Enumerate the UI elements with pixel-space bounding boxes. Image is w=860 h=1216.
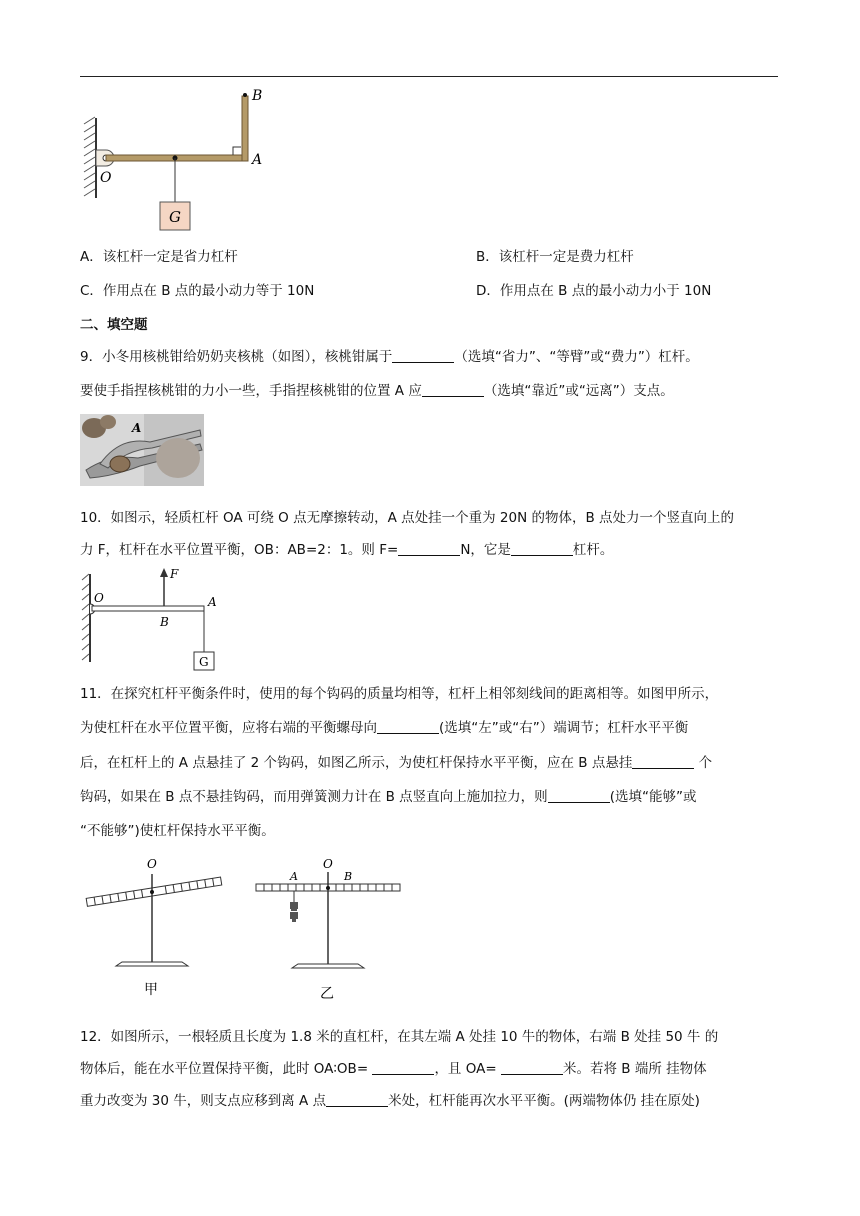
q11-line-3 — [80, 753, 712, 773]
q10-text-2b: N，它是 — [460, 542, 511, 558]
q9-blank-1[interactable] — [392, 348, 454, 363]
q9-text-1a: 9．小冬用核桃钳给奶奶夹核桃（如图），核桃钳属于 — [80, 349, 393, 365]
q9-line-1 — [80, 347, 699, 367]
q12-line-1: 12．如图所示，一根轻质且长度为 1.8 米的直杠杆，在其左端 A 处挂 10 牛的物体，右端 B 处挂 50 牛 的 — [80, 1029, 719, 1045]
q11-line-5: “不能够”)使杠杆保持水平平衡。 — [80, 823, 275, 839]
q8-option-b: B．该杠杆一定是费力杠杆 — [476, 249, 634, 265]
q11-blank-3[interactable] — [548, 788, 610, 803]
q12-text-2c: 米。若将 B 端所 挂物体 — [562, 1061, 707, 1077]
q11-line-2 — [80, 718, 688, 738]
q11-yi-B: B — [344, 870, 353, 883]
q11-blank-1[interactable] — [377, 719, 439, 734]
q10-fig-O: O — [94, 591, 104, 605]
q11-yi-caption: 乙 — [320, 986, 334, 1000]
q8-option-c: C．作用点在 B 点的最小动力等于 10N — [80, 283, 315, 299]
q11-yi-O: O — [323, 857, 333, 871]
q11-text-4b: (选填“能够”或 — [609, 789, 697, 805]
q9-blank-2[interactable] — [422, 382, 484, 397]
q10-fig-B: B — [160, 615, 169, 629]
q11-text-4a: 钩码，如果在 B 点不悬挂钩码，而用弹簧测力计在 B 点竖直向上施加拉力，则 — [80, 789, 548, 805]
q12-line-2 — [80, 1059, 707, 1079]
q9-text-2b: （选填“靠近”或“远离”）支点。 — [483, 383, 674, 399]
q12-blank-1[interactable] — [372, 1060, 434, 1075]
q9-photo-label-A: A — [132, 421, 142, 435]
q11-text-2a: 为使杠杆在水平位置平衡，应将右端的平衡螺母向 — [80, 720, 377, 736]
q12-text-3b: 米处，杠杆能再次水平平衡。(两端物体仍 挂在原处) — [388, 1093, 700, 1109]
fig8-label-B: B — [252, 88, 263, 104]
section-title: 二、填空题 — [80, 317, 148, 333]
q10-line-2 — [80, 540, 613, 560]
fig8-label-O: O — [100, 170, 112, 186]
fig8-label-A: A — [252, 152, 263, 168]
q8-option-a: A．该杠杆一定是省力杠杆 — [80, 249, 238, 265]
q11-text-3b: 个 — [694, 755, 713, 771]
q12-text-2b: ，且 OA= — [434, 1061, 497, 1077]
header-rule — [80, 76, 778, 77]
q11-figure-jia — [80, 852, 240, 1000]
q12-blank-3[interactable] — [326, 1092, 388, 1107]
q10-fig-A: A — [208, 595, 217, 609]
q11-figure-yi — [252, 852, 412, 1000]
q10-fig-G: G — [199, 655, 209, 669]
q9-text-2a: 要使手指捏核桃钳的力小一些，手指捏核桃钳的位置 A 应 — [80, 383, 422, 399]
q11-yi-A: A — [290, 870, 298, 883]
q10-blank-1[interactable] — [398, 541, 460, 556]
q12-line-3 — [80, 1091, 700, 1111]
q9-line-2 — [80, 381, 674, 401]
fig8-label-G: G — [169, 208, 181, 226]
q11-line-4 — [80, 787, 696, 807]
q10-line-1: 10．如图示，轻质杠杆 OA 可绕 O 点无摩擦转动，A 点处挂一个重为 20N 的物体，B 点处力一个竖直向上的 — [80, 510, 735, 526]
q11-text-2b: (选填“左”或“右”）端调节；杠杆水平平衡 — [439, 720, 689, 736]
q12-blank-2[interactable] — [501, 1060, 563, 1075]
q10-blank-2[interactable] — [511, 541, 573, 556]
q12-text-2a: 物体后，能在水平位置保持平衡，此时 OA∶OB= — [80, 1061, 369, 1077]
q10-text-2a: 力 F，杠杆在水平位置平衡，OB：AB=2：1。则 F= — [80, 542, 399, 558]
q8-option-d: D．作用点在 B 点的最小动力小于 10N — [476, 283, 712, 299]
q11-jia-O: O — [147, 857, 157, 871]
q11-jia-caption: 甲 — [144, 982, 158, 998]
q11-line-1: 11．在探究杠杆平衡条件时，使用的每个钩码的质量均相等，杠杆上相邻刻线间的距离相等。如图甲所示， — [80, 686, 719, 702]
q10-lever-figure — [80, 566, 220, 676]
q10-text-2c: 杠杆。 — [572, 542, 614, 558]
q11-blank-2[interactable] — [632, 754, 694, 769]
q8-lever-figure — [80, 84, 280, 236]
q10-fig-F: F — [170, 567, 179, 581]
q9-nutcracker-photo — [80, 414, 204, 486]
q9-text-1b: （选填“省力”、“等臂”或“费力”）杠杆。 — [454, 349, 699, 365]
q11-text-3a: 后，在杠杆上的 A 点悬挂了 2 个钩码，如图乙所示，为使杠杆保持水平平衡，应在 B 点悬挂 — [80, 755, 633, 771]
q12-text-3a: 重力改变为 30 牛，则支点应移到离 A 点 — [80, 1093, 327, 1109]
